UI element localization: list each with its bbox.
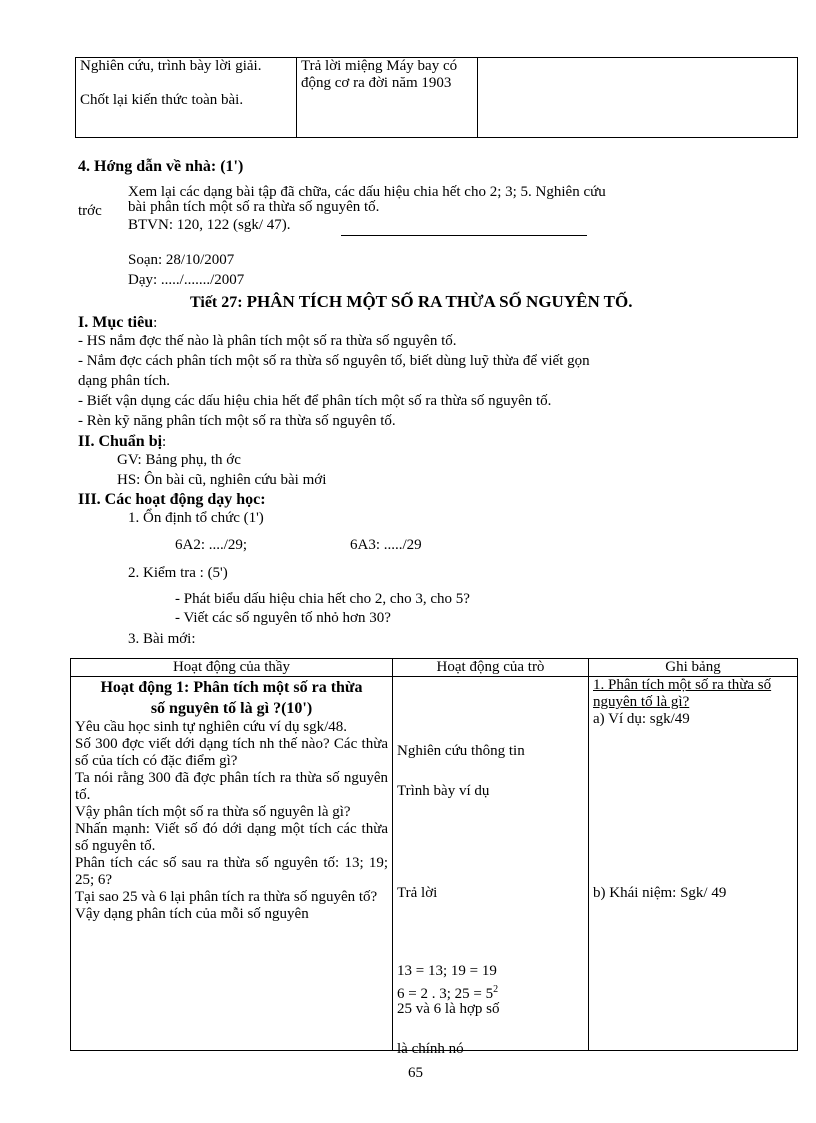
objective-2-cont: dạng phân tích.	[78, 373, 171, 389]
homework-heading: 4. Hớng dẫn về nhà: (1')	[78, 158, 244, 175]
student-s4b-text: 6 = 2 . 3; 25 = 5	[397, 986, 494, 1002]
top-table-cell-3	[478, 58, 798, 138]
top-cell-text-3: Trả lời miệng Máy bay có động cơ ra đời năm 1903	[301, 58, 458, 91]
activity-title: Hoạt động 1: Phân tích một số ra thừa số nguyên tố là gì ?(10')	[100, 679, 363, 717]
lesson-title-prefix: Tiết 27:	[190, 294, 243, 311]
section1-heading-text: I. Mục tiêu	[78, 314, 154, 331]
prep-hs: HS: Ôn bài cũ, nghiên cứu bài mới	[117, 472, 327, 488]
homework-line-2-prefix: trớc	[78, 203, 102, 219]
board-column	[589, 677, 798, 1051]
student-s3: Trả lời	[397, 885, 438, 901]
section1-colon: :	[153, 315, 158, 331]
teacher-step-2: Số 300 đợc viết dới dạng tích nh thế nào? Các thừa số của tích có đặc điểm gì?	[75, 736, 388, 769]
board-example: a) Ví dụ: sgk/49	[593, 711, 690, 727]
teacher-step-1: Yêu cầu học sinh tự nghiên cứu ví dụ sgk/48.	[75, 719, 348, 735]
objective-2: - Nắm đợc cách phân tích một số ra thừa số nguyên tố, biết dùng luỹ thừa để viết gọn	[78, 353, 590, 369]
homework-line-2: bài phân tích một số ra thừa số nguyên tố.	[128, 199, 380, 215]
teacher-step-6: Phân tích các số sau ra thừa số nguyên tố: 13; 19; 25; 6?	[75, 855, 388, 888]
homework-line-1: Xem lại các dạng bài tập đã chữa, các dấu hiệu chia hết cho 2; 3; 5. Nghiên cứu	[128, 184, 606, 200]
objective-3: - Biết vận dụng các dấu hiệu chia hết để phân tích một số ra thừa số nguyên tố.	[78, 393, 552, 409]
activity-table	[70, 658, 798, 1057]
student-column	[393, 677, 589, 1057]
step-1: 1. Ổn định tổ chức (1')	[128, 510, 264, 526]
prep-gv: GV: Bảng phụ, th ớc	[117, 452, 241, 468]
board-title: 1. Phân tích một số ra thừa số nguyên tố là gì?	[593, 677, 772, 710]
check-2: - Viết các số nguyên tố nhỏ hơn 30?	[175, 610, 391, 626]
teacher-step-7: Tại sao 25 và 6 lại phân tích ra thừa số nguyên tố?	[75, 889, 378, 905]
top-table-cell-2	[297, 58, 478, 138]
student-s2: Trình bày ví dụ	[397, 783, 490, 799]
top-cell-text-1: Nghiên cứu, trình bày lời giải.	[80, 58, 262, 74]
date-soan: Soạn: 28/10/2007	[128, 252, 235, 268]
section2-colon: :	[162, 434, 167, 450]
date-day: Dạy: ...../......./2007	[128, 272, 245, 288]
student-s4b	[397, 981, 498, 1003]
student-s4a: 13 = 13; 19 = 19	[397, 963, 497, 979]
student-s1: Nghiên cứu thông tin	[397, 743, 525, 759]
header-student: Hoạt động của trò	[393, 659, 589, 677]
section1-heading	[78, 314, 157, 332]
lesson-title	[190, 292, 632, 312]
step-2: 2. Kiểm tra : (5')	[128, 565, 228, 581]
teacher-step-8: Vậy dạng phân tích của mỗi số nguyên	[75, 906, 309, 922]
teacher-column	[71, 677, 393, 1051]
section3-heading: III. Các hoạt động dạy học:	[78, 491, 266, 508]
section2-heading	[78, 433, 166, 451]
student-s5: 25 và 6 là hợp số	[397, 1001, 500, 1017]
top-table	[75, 57, 798, 138]
student-s4b-sup: 2	[493, 984, 499, 995]
class-6a3: 6A3: ...../29	[350, 537, 422, 553]
objective-1: - HS nắm đợc thế nào là phân tích một số ra thừa số nguyên tố.	[78, 333, 457, 349]
header-board: Ghi bảng	[589, 659, 798, 677]
teacher-step-3: Ta nói rằng 300 đã đợc phân tích ra thừa số nguyên tố.	[75, 770, 388, 803]
lesson-title-text: PHÂN TÍCH MỘT SỐ RA THỪA SỐ NGUYÊN TỐ.	[246, 292, 633, 311]
top-cell-text-2: Chốt lại kiến thức toàn bài.	[80, 92, 244, 108]
step-3: 3. Bài mới:	[128, 631, 196, 647]
page-number: 65	[408, 1065, 423, 1081]
check-1: - Phát biểu dấu hiệu chia hết cho 2, cho 3, cho 5?	[175, 591, 470, 607]
top-table-cell-1	[76, 58, 297, 138]
student-s6: là chính nó	[397, 1041, 464, 1057]
teacher-step-4: Vậy phân tích một số ra thừa số nguyên là gì?	[75, 804, 351, 820]
teacher-step-5: Nhấn mạnh: Viết số đó dới dạng một tích các thừa số nguyên tố.	[75, 821, 388, 854]
class-6a2: 6A2: ..../29;	[175, 537, 248, 553]
objective-4: - Rèn kỹ năng phân tích một số ra thừa số nguyên tố.	[78, 413, 396, 429]
header-teacher: Hoạt động của thầy	[71, 659, 393, 677]
homework-btvn: BTVN: 120, 122 (sgk/ 47).	[128, 217, 291, 233]
btvn-underline	[341, 235, 587, 236]
board-concept: b) Khái niệm: Sgk/ 49	[593, 885, 727, 901]
section2-heading-text: II. Chuẩn bị	[78, 433, 163, 450]
